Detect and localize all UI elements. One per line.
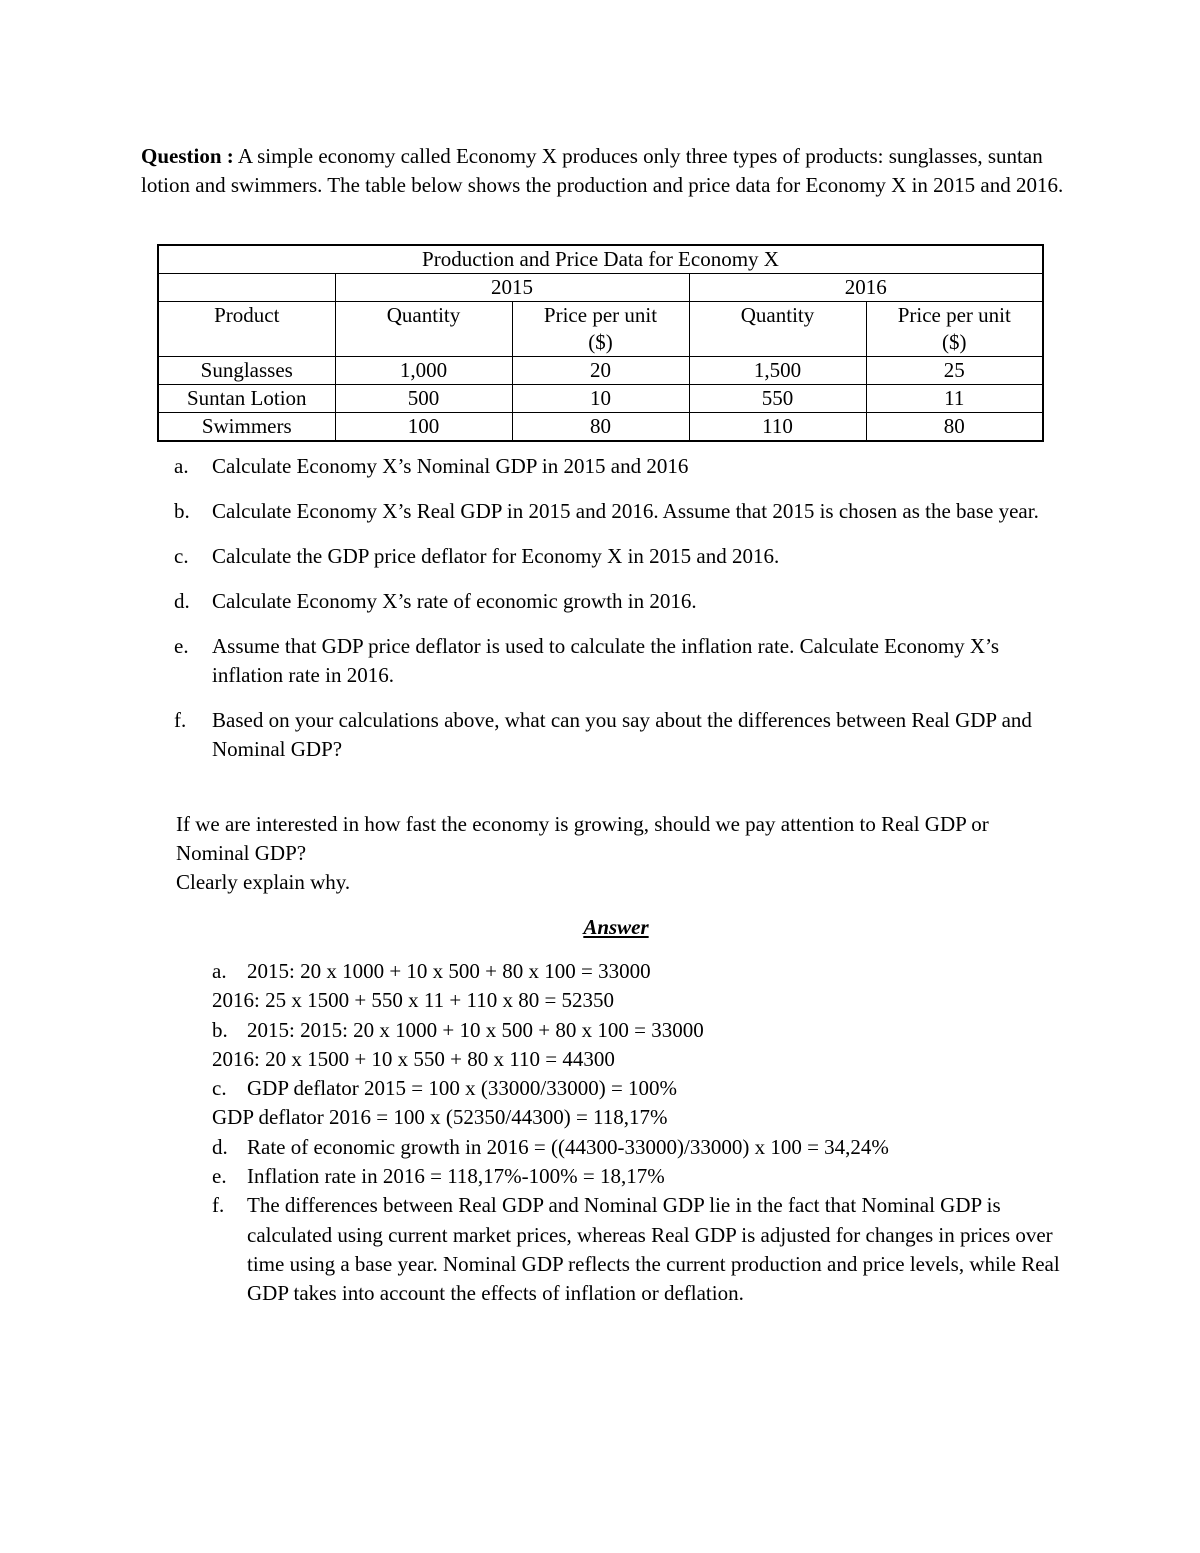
answer-label: a. xyxy=(212,959,227,983)
table-year-2016: 2016 xyxy=(689,274,1043,302)
question-item-label: a. xyxy=(174,454,189,478)
header-product: Product xyxy=(158,302,335,357)
question-intro xyxy=(141,142,1071,200)
answer-line xyxy=(212,1016,1072,1045)
answer-text: GDP deflator 2016 = 100 x (52350/44300) = 118,17% xyxy=(212,1105,668,1130)
question-item-b xyxy=(174,497,1054,526)
answer-label: f. xyxy=(212,1193,225,1218)
answer-text: Rate of economic growth in 2016 = ((44300-33000)/33000) x 100 = 34,24% xyxy=(247,1134,889,1159)
answer-line xyxy=(212,1045,1072,1074)
question-item-label: d. xyxy=(174,589,190,613)
question-item-c xyxy=(174,542,1054,571)
cell-quantity-2016: 110 xyxy=(689,413,866,442)
question-item-text: Calculate Economy X’s Real GDP in 2015 and 2016. Assume that 2015 is chosen as the base year. xyxy=(212,499,1039,523)
cell-product: Suntan Lotion xyxy=(158,385,335,413)
question-text: A simple economy called Economy X produces only three types of products: sunglasses, suntan lotion and swimmers. The table below shows the production and price data for Economy X in 2015 and 2016. xyxy=(141,144,1064,197)
cell-quantity-2015: 500 xyxy=(335,385,512,413)
answer-label: c. xyxy=(212,1076,227,1101)
table-row xyxy=(158,413,1043,442)
answer-text: 2016: 20 x 1500 + 10 x 550 + 80 x 110 = 44300 xyxy=(212,1046,615,1071)
question-item-f xyxy=(174,706,1054,764)
answer-label: d. xyxy=(212,1134,228,1159)
answer-text: 2015: 20 x 1000 + 10 x 500 + 80 x 100 = 33000 xyxy=(247,959,651,983)
question-item-text: Calculate Economy X’s Nominal GDP in 2015 and 2016 xyxy=(212,454,689,478)
answer-heading: Answer xyxy=(583,915,649,939)
cell-price-2016: 80 xyxy=(866,413,1043,442)
question-item-e xyxy=(174,632,1054,690)
cell-price-2016: 11 xyxy=(866,385,1043,413)
answer-line xyxy=(212,1103,1072,1132)
question-item-text: Calculate the GDP price deflator for Economy X in 2015 and 2016. xyxy=(212,544,780,568)
question-item-label: f. xyxy=(174,708,187,732)
cell-price-2015: 10 xyxy=(512,385,689,413)
header-price-2015: Price per unit ($) xyxy=(512,302,689,357)
question-item-text: Calculate Economy X’s rate of economic growth in 2016. xyxy=(212,589,697,613)
followup-question xyxy=(176,810,1036,897)
question-item-label: b. xyxy=(174,499,190,523)
table-row xyxy=(158,357,1043,385)
table-year-2015: 2015 xyxy=(335,274,689,302)
cell-price-2015: 20 xyxy=(512,357,689,385)
answer-line xyxy=(212,1074,1072,1103)
question-list xyxy=(174,452,1054,780)
table-header-blank xyxy=(158,274,335,302)
question-label: Question : xyxy=(141,144,234,168)
answer-text: GDP deflator 2015 = 100 x (33000/33000) = 100% xyxy=(247,1076,678,1101)
answer-line xyxy=(212,1191,1072,1308)
followup-line-2: Clearly explain why. xyxy=(176,870,351,894)
question-item-label: e. xyxy=(174,634,189,658)
question-item-d xyxy=(174,587,1054,616)
cell-price-2016: 25 xyxy=(866,357,1043,385)
table-row xyxy=(158,385,1043,413)
question-item-a xyxy=(174,452,1054,481)
header-price-2016: Price per unit ($) xyxy=(866,302,1043,357)
header-quantity-2015: Quantity xyxy=(335,302,512,357)
table-title: Production and Price Data for Economy X xyxy=(158,245,1043,274)
answer-line xyxy=(212,1133,1072,1162)
answer-text: 2015: 2015: 20 x 1000 + 10 x 500 + 80 x 100 = 33000 xyxy=(247,1017,704,1042)
cell-quantity-2016: 1,500 xyxy=(689,357,866,385)
cell-price-2015: 80 xyxy=(512,413,689,442)
answer-line xyxy=(212,1162,1072,1191)
cell-quantity-2015: 1,000 xyxy=(335,357,512,385)
answer-text: 2016: 25 x 1500 + 550 x 11 + 110 x 80 = 52350 xyxy=(212,988,615,1013)
answer-list xyxy=(212,957,1072,1309)
cell-quantity-2016: 550 xyxy=(689,385,866,413)
answer-text: The differences between Real GDP and Nominal GDP lie in the fact that Nominal GDP is calculated using current market prices, whereas Real GDP is adjusted for changes in prices over time using a base year. Nominal GDP reflects the current production and price levels, while Real GDP takes into account the effects of inflation or deflation. xyxy=(247,1193,1060,1306)
cell-product: Swimmers xyxy=(158,413,335,442)
production-price-table xyxy=(157,244,1044,442)
cell-quantity-2015: 100 xyxy=(335,413,512,442)
header-quantity-2016: Quantity xyxy=(689,302,866,357)
cell-product: Sunglasses xyxy=(158,357,335,385)
answer-line xyxy=(212,986,1072,1015)
followup-line-1: If we are interested in how fast the economy is growing, should we pay attention to Real GDP or Nominal GDP? xyxy=(176,812,989,865)
question-item-text: Based on your calculations above, what can you say about the differences between Real GDP and Nominal GDP? xyxy=(212,708,1032,761)
answer-line xyxy=(212,957,1072,986)
answer-text: Inflation rate in 2016 = 118,17%-100% = 18,17% xyxy=(247,1164,665,1189)
answer-label: b. xyxy=(212,1017,228,1042)
answer-label: e. xyxy=(212,1164,227,1189)
question-item-text: Assume that GDP price deflator is used to calculate the inflation rate. Calculate Economy X’s inflation rate in 2016. xyxy=(212,634,1000,687)
question-item-label: c. xyxy=(174,544,189,568)
